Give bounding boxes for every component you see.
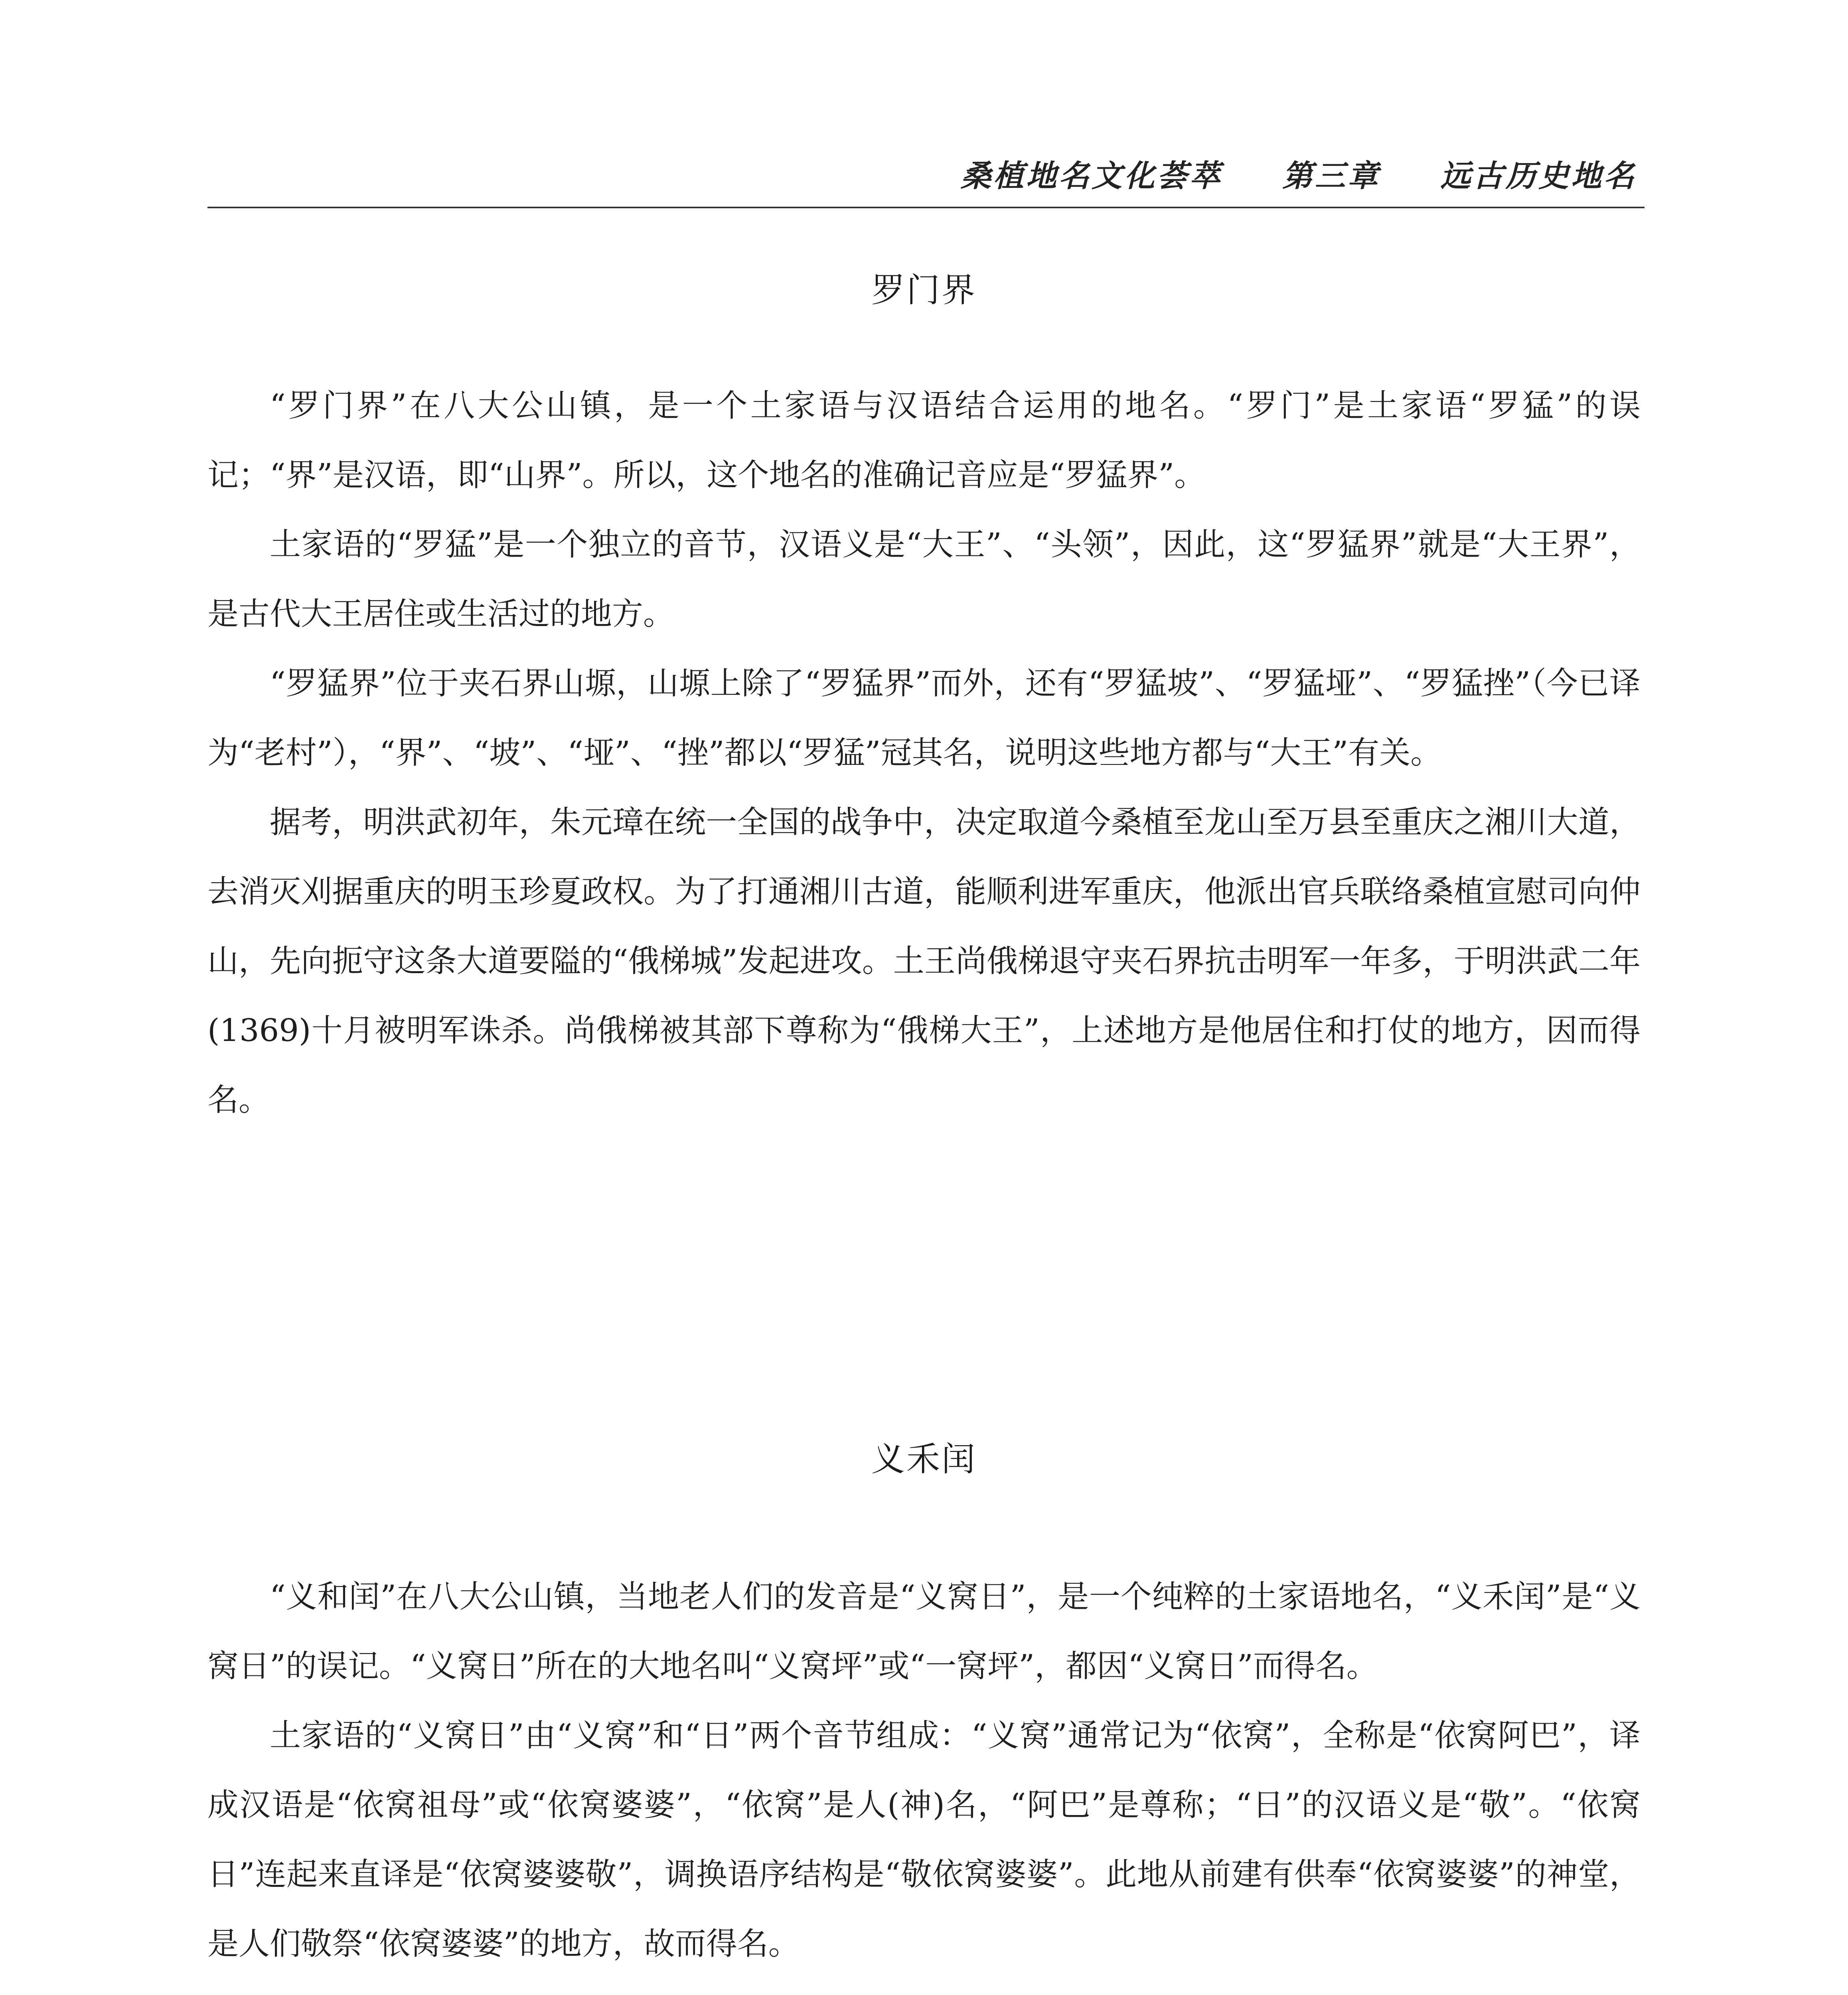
page-header xyxy=(0,148,1848,207)
paragraph: “罗猛界”位于夹石界山塬，山塬上除了“罗猛界”而外，还有“罗猛坡”、“罗猛垭”、“罗猛挫”（今已译为“老村”），“界”、“坡”、“垭”、“挫”都以“罗猛”冠其名，说明这些地方都与“大王”有关。 xyxy=(207,666,1641,771)
paragraph: “罗门界”在八大公山镇，是一个土家语与汉语结合运用的地名。“罗门”是土家语“罗猛”的误记；“界”是汉语，即“山界”。所以，这个地名的准确记音应是“罗猛界”。 xyxy=(207,388,1641,493)
chapter-title: 远古历史地名 xyxy=(1440,158,1637,194)
header-rule xyxy=(207,207,1645,208)
paragraph: 据考，明洪武初年，朱元璋在统一全国的战争中，决定取道今桑植至龙山至万县至重庆之湘川大道，去消灭刈据重庆的明玉珍夏政权。为了打通湘川古道，能顺利进军重庆，他派出官兵联络桑植宣慰司向仲山，先向扼守这条大道要隘的“俄梯城”发起进攻。土王尚俄梯退守夹石界抗击明军一年多，于明洪武二年(1369)十月被明军诛杀。尚俄梯被其部下尊称为“俄梯大王”，上述地方是他居住和打仗的地方，因而得名。 xyxy=(207,804,1641,1118)
chapter-number: 第三章 xyxy=(1282,158,1380,194)
running-head xyxy=(901,152,1637,195)
paragraph xyxy=(207,1979,1641,1995)
paragraph: 土家语的“义窝日”由“义窝”和“日”两个音节组成：“义窝”通常记为“依窝”，全称是“依窝阿巴”，译成汉语是“依窝祖母”或“依窝婆婆”，“依窝”是人(神)名，“阿巴”是尊称；“日”的汉语义是“敬”。“依窝日”连起来直译是“依窝婆婆敬”，调换语序结构是“敬依窝婆婆”。此地从前建有供奉“依窝婆婆”的神堂，是人们敬祭“依窝婆婆”的地方，故而得名。 xyxy=(207,1718,1641,1962)
section-title-luomenjie: 罗门界 xyxy=(871,271,977,310)
section-body-luomenjie xyxy=(207,371,1641,1135)
section-body-yiherun xyxy=(207,1562,1641,1995)
book-title: 桑植地名文化荟萃 xyxy=(961,158,1222,194)
section-title-yiherun: 义禾闰 xyxy=(871,1440,977,1479)
paragraph: “义和闰”在八大公山镇，当地老人们的发音是“义窝日”，是一个纯粹的土家语地名，“义禾闰”是“义窝日”的误记。“义窝日”所在的大地名叫“义窝坪”或“一窝坪”，都因“义窝日”而得名。 xyxy=(207,1579,1641,1684)
paragraph: 土家语的“罗猛”是一个独立的音节，汉语义是“大王”、“头领”，因此，这“罗猛界”就是“大王界”，是古代大王居住或生活过的地方。 xyxy=(207,527,1641,632)
